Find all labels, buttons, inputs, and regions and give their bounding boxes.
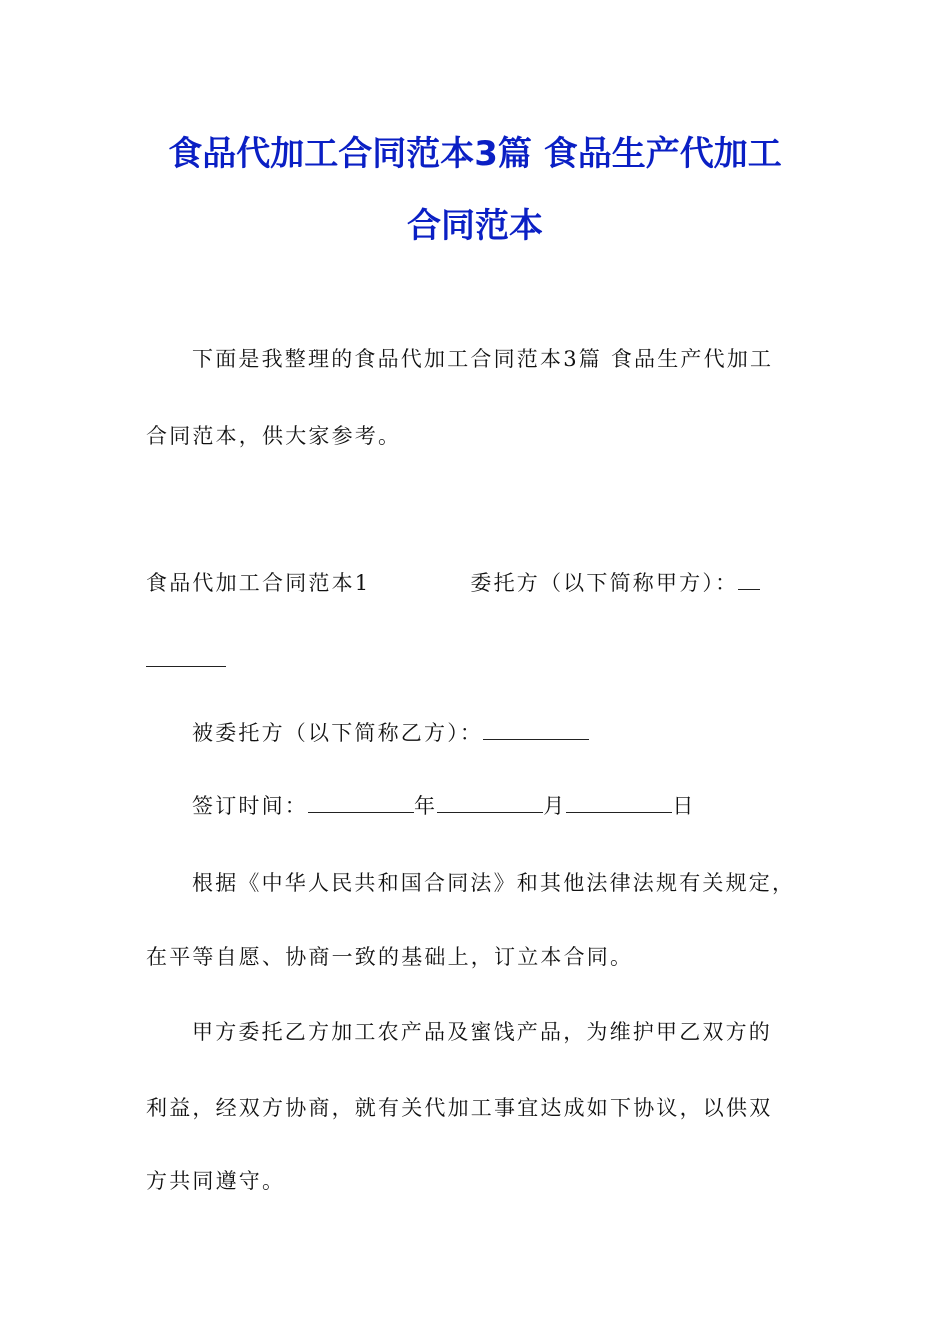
section-heading: 食品代加工合同范本1 bbox=[146, 571, 371, 595]
section-heading-row bbox=[146, 568, 760, 598]
day-blank bbox=[566, 792, 672, 813]
party-b-blank bbox=[483, 719, 589, 740]
party-a-label: 委托方（以下简称甲方）： bbox=[470, 571, 739, 595]
day-label: 日 bbox=[672, 794, 696, 818]
party-b-label: 被委托方（以下简称乙方）： bbox=[192, 721, 484, 745]
party-b-row bbox=[192, 718, 589, 748]
year-label: 年 bbox=[414, 794, 438, 818]
purpose-paragraph-line-1: 甲方委托乙方加工农产品及蜜饯产品，为维护甲乙双方的 bbox=[192, 1020, 772, 1044]
sign-time-row bbox=[192, 791, 696, 821]
basis-paragraph-line-1: 根据《中华人民共和国合同法》和其他法律法规有关规定， bbox=[192, 871, 796, 895]
party-a-blank-part-2 bbox=[146, 646, 226, 667]
document-title-line-1: 食品代加工合同范本3篇 食品生产代加工 bbox=[168, 134, 782, 174]
document-title-line-2: 合同范本 bbox=[407, 206, 543, 246]
intro-paragraph-line-1: 下面是我整理的食品代加工合同范本3篇 食品生产代加工 bbox=[192, 347, 774, 371]
month-label: 月 bbox=[543, 794, 567, 818]
intro-paragraph-line-2: 合同范本，供大家参考。 bbox=[146, 424, 402, 448]
purpose-paragraph-line-2: 利益，经双方协商，就有关代加工事宜达成如下协议，以供双 bbox=[146, 1096, 773, 1120]
party-a-blank-continuation bbox=[146, 645, 226, 675]
year-blank bbox=[308, 792, 414, 813]
party-a-blank-part-1 bbox=[738, 569, 760, 590]
sign-time-label: 签订时间： bbox=[192, 794, 308, 818]
month-blank bbox=[437, 792, 543, 813]
basis-paragraph-line-2: 在平等自愿、协商一致的基础上，订立本合同。 bbox=[146, 945, 634, 969]
purpose-paragraph-line-3: 方共同遵守。 bbox=[146, 1169, 286, 1193]
